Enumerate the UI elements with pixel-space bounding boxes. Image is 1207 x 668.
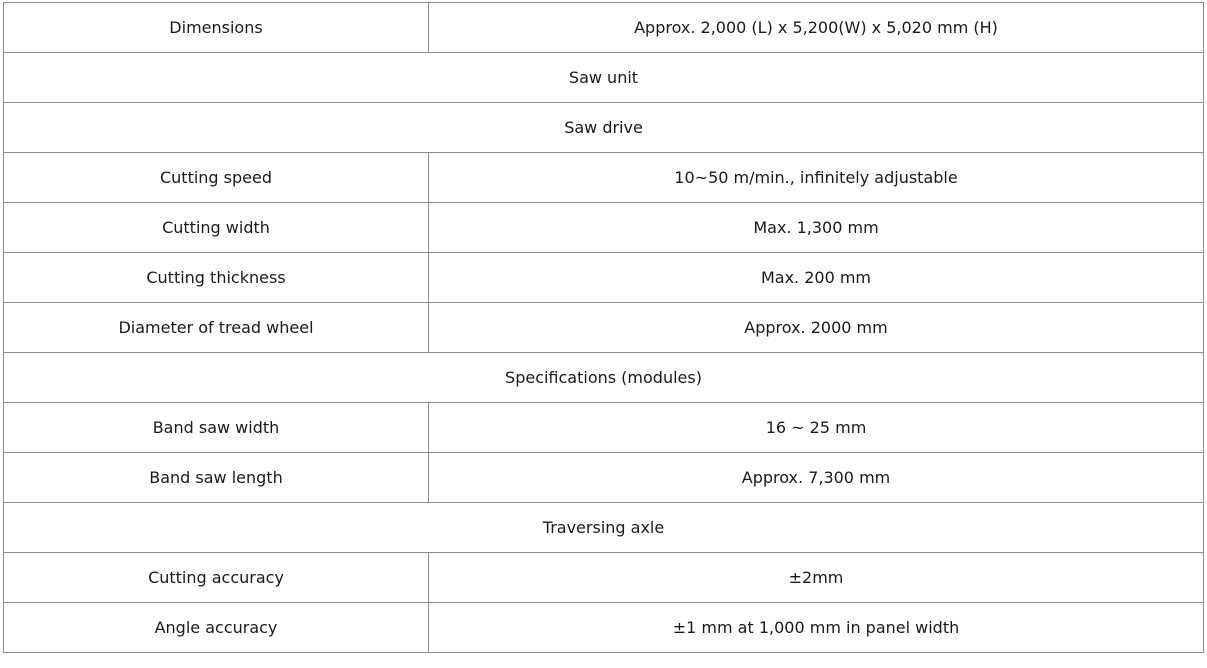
section-heading: Saw drive xyxy=(4,103,1204,153)
spec-label: Cutting accuracy xyxy=(4,553,429,603)
spec-label: Cutting thickness xyxy=(4,253,429,303)
table-row xyxy=(4,553,1204,603)
spec-label: Cutting width xyxy=(4,203,429,253)
spec-value: Approx. 2000 mm xyxy=(429,303,1204,353)
table-row xyxy=(4,253,1204,303)
section-heading: Traversing axle xyxy=(4,503,1204,553)
table-row xyxy=(4,153,1204,203)
spec-value: Max. 1,300 mm xyxy=(429,203,1204,253)
spec-label: Angle accuracy xyxy=(4,603,429,653)
spec-label: Band saw width xyxy=(4,403,429,453)
specifications-table xyxy=(3,2,1204,653)
table-row xyxy=(4,403,1204,453)
spec-label: Diameter of tread wheel xyxy=(4,303,429,353)
table-row xyxy=(4,3,1204,53)
spec-value: Approx. 2,000 (L) x 5,200(W) x 5,020 mm (H) xyxy=(429,3,1204,53)
spec-label: Dimensions xyxy=(4,3,429,53)
table-row xyxy=(4,603,1204,653)
table-row xyxy=(4,303,1204,353)
section-row xyxy=(4,503,1204,553)
spec-value: ±2mm xyxy=(429,553,1204,603)
spec-value: Max. 200 mm xyxy=(429,253,1204,303)
table-row xyxy=(4,453,1204,503)
spec-label: Band saw length xyxy=(4,453,429,503)
spec-value: 10~50 m/min., infinitely adjustable xyxy=(429,153,1204,203)
section-row xyxy=(4,103,1204,153)
spec-value: Approx. 7,300 mm xyxy=(429,453,1204,503)
spec-value: ±1 mm at 1,000 mm in panel width xyxy=(429,603,1204,653)
section-heading: Specifications (modules) xyxy=(4,353,1204,403)
spec-label: Cutting speed xyxy=(4,153,429,203)
table-row xyxy=(4,203,1204,253)
section-row xyxy=(4,353,1204,403)
section-row xyxy=(4,53,1204,103)
section-heading: Saw unit xyxy=(4,53,1204,103)
spec-value: 16 ~ 25 mm xyxy=(429,403,1204,453)
